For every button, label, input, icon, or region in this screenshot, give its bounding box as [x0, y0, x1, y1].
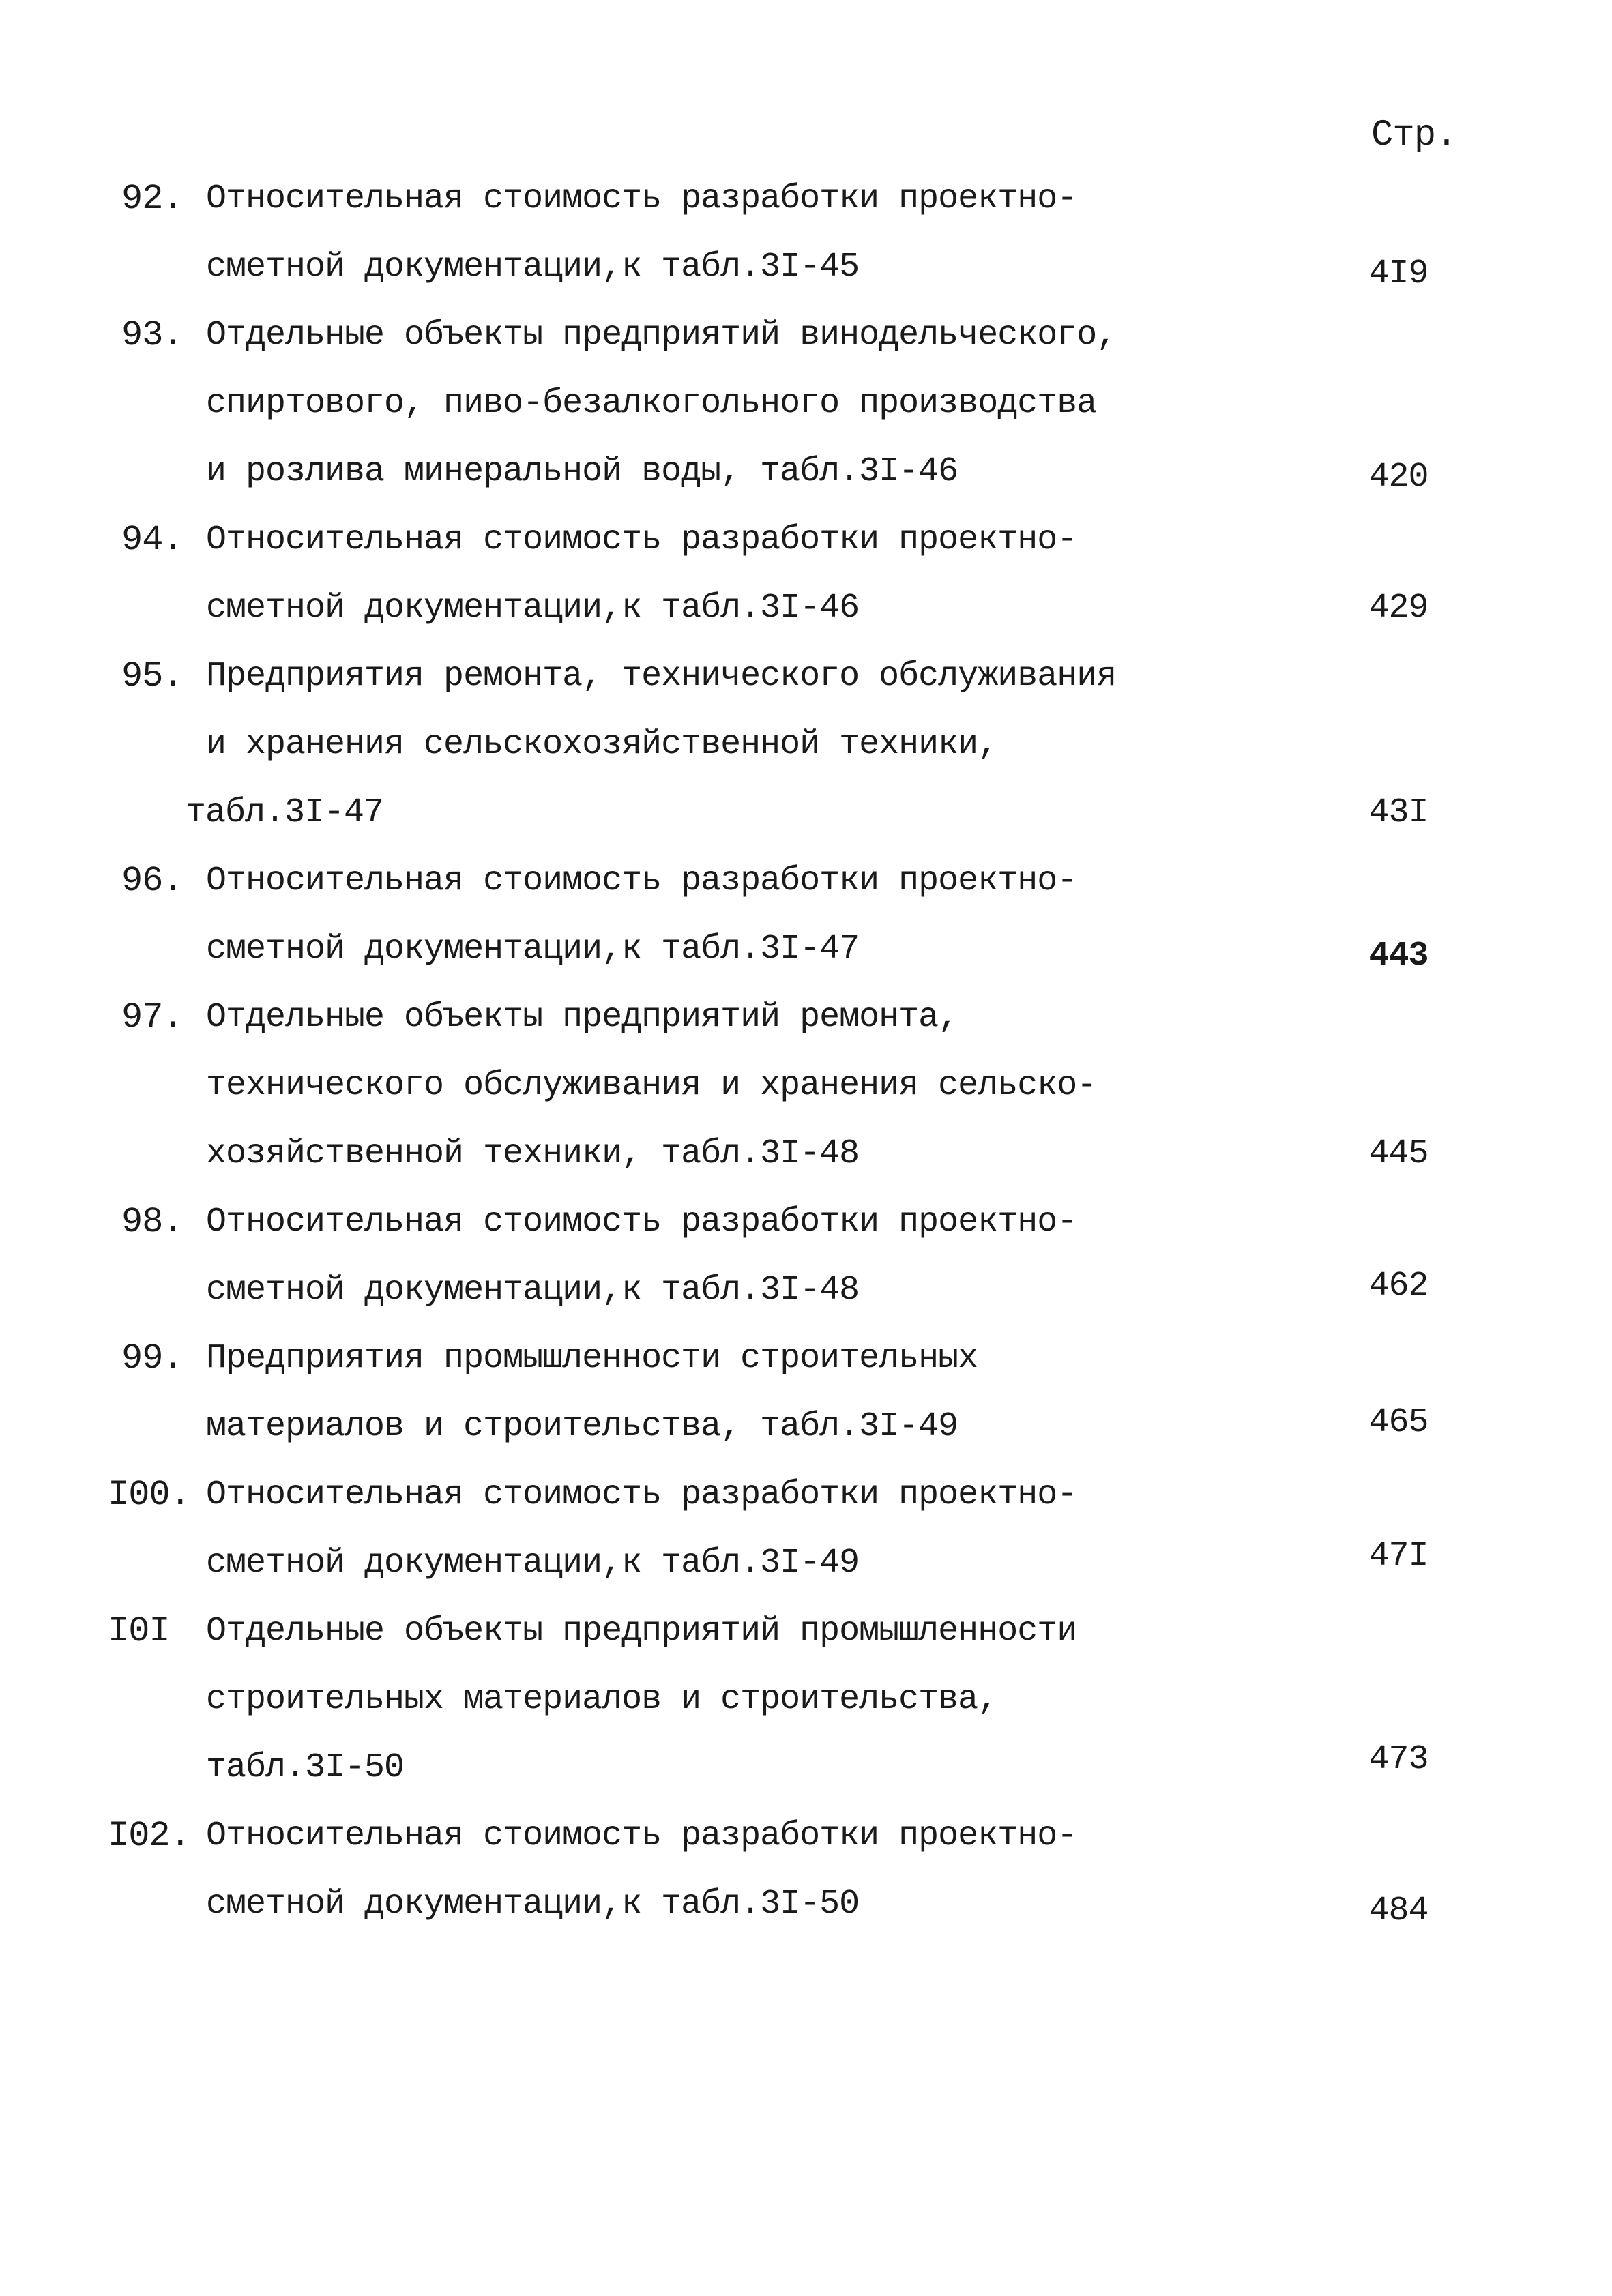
entry-number: 93. [121, 315, 184, 355]
entry-number: 97. [121, 997, 184, 1037]
entry-line: Отдельные объекты предприятий промышленности [206, 1612, 1077, 1651]
entry-page-number: 443 [1368, 937, 1428, 975]
entry-line: табл.3I-47 [186, 793, 384, 832]
entry-number: I02. [108, 1816, 190, 1856]
entry-line: и хранения сельскохозяйственной техники, [206, 725, 998, 764]
entry-line: Отдельные объекты предприятий винодельческого, [206, 316, 1117, 355]
entry-line: технического обслуживания и хранения сельско- [206, 1066, 1097, 1105]
entry-number: 99. [121, 1338, 184, 1379]
entry-line: сметной документации,к табл.3I-49 [206, 1544, 860, 1583]
entry-line: сметной документации,к табл.3I-48 [206, 1271, 860, 1310]
entry-line: сметной документации,к табл.3I-50 [206, 1885, 860, 1924]
entry-number: I00. [108, 1475, 190, 1515]
entry-line: Относительная стоимость разработки проектно- [206, 1816, 1077, 1855]
entry-line: и розлива минеральной воды, табл.3I-46 [206, 452, 958, 491]
entry-line: Предприятия промышленности строительных [206, 1339, 978, 1378]
entry-line: Относительная стоимость разработки проектно- [206, 1203, 1077, 1241]
entry-line: строительных материалов и строительства, [206, 1680, 998, 1719]
entry-page-number: 43I [1368, 793, 1428, 832]
entry-number: I0I [108, 1611, 170, 1651]
entry-page-number: 4I9 [1368, 254, 1428, 293]
entry-line: сметной документации,к табл.3I-47 [206, 930, 860, 969]
entry-line: Относительная стоимость разработки проектно- [206, 520, 1077, 559]
entry-page-number: 473 [1368, 1740, 1428, 1779]
entry-number: 92. [121, 179, 184, 219]
entry-page-number: 484 [1368, 1892, 1428, 1930]
entry-line: Отдельные объекты предприятий ремонта, [206, 998, 958, 1037]
entry-line: хозяйственной техники, табл.3I-48 [206, 1134, 860, 1173]
page-column-header: Стр. [1371, 115, 1457, 156]
entry-line: Относительная стоимость разработки проектно- [206, 862, 1077, 900]
entry-page-number: 420 [1368, 458, 1428, 497]
entry-number: 94. [121, 520, 184, 560]
entry-line: табл.3I-50 [206, 1748, 405, 1787]
entry-line: сметной документации,к табл.3I-45 [206, 248, 860, 286]
entry-number: 95. [121, 656, 184, 696]
entry-page-number: 462 [1368, 1267, 1428, 1306]
entry-line: Предприятия ремонта, технического обслуживания [206, 657, 1117, 696]
entry-number: 96. [121, 861, 184, 901]
entry-page-number: 47I [1368, 1537, 1428, 1576]
entry-number: 98. [121, 1202, 184, 1242]
entry-page-number: 429 [1368, 589, 1428, 628]
entry-line: сметной документации,к табл.3I-46 [206, 589, 860, 628]
entry-page-number: 445 [1368, 1134, 1428, 1173]
entry-line: материалов и строительства, табл.3I-49 [206, 1407, 958, 1446]
entry-line: спиртового, пиво-безалкогольного производства [206, 384, 1097, 423]
entry-line: Относительная стоимость разработки проектно- [206, 1475, 1077, 1514]
entry-page-number: 465 [1368, 1403, 1428, 1442]
entry-line: Относительная стоимость разработки проектно- [206, 179, 1077, 218]
